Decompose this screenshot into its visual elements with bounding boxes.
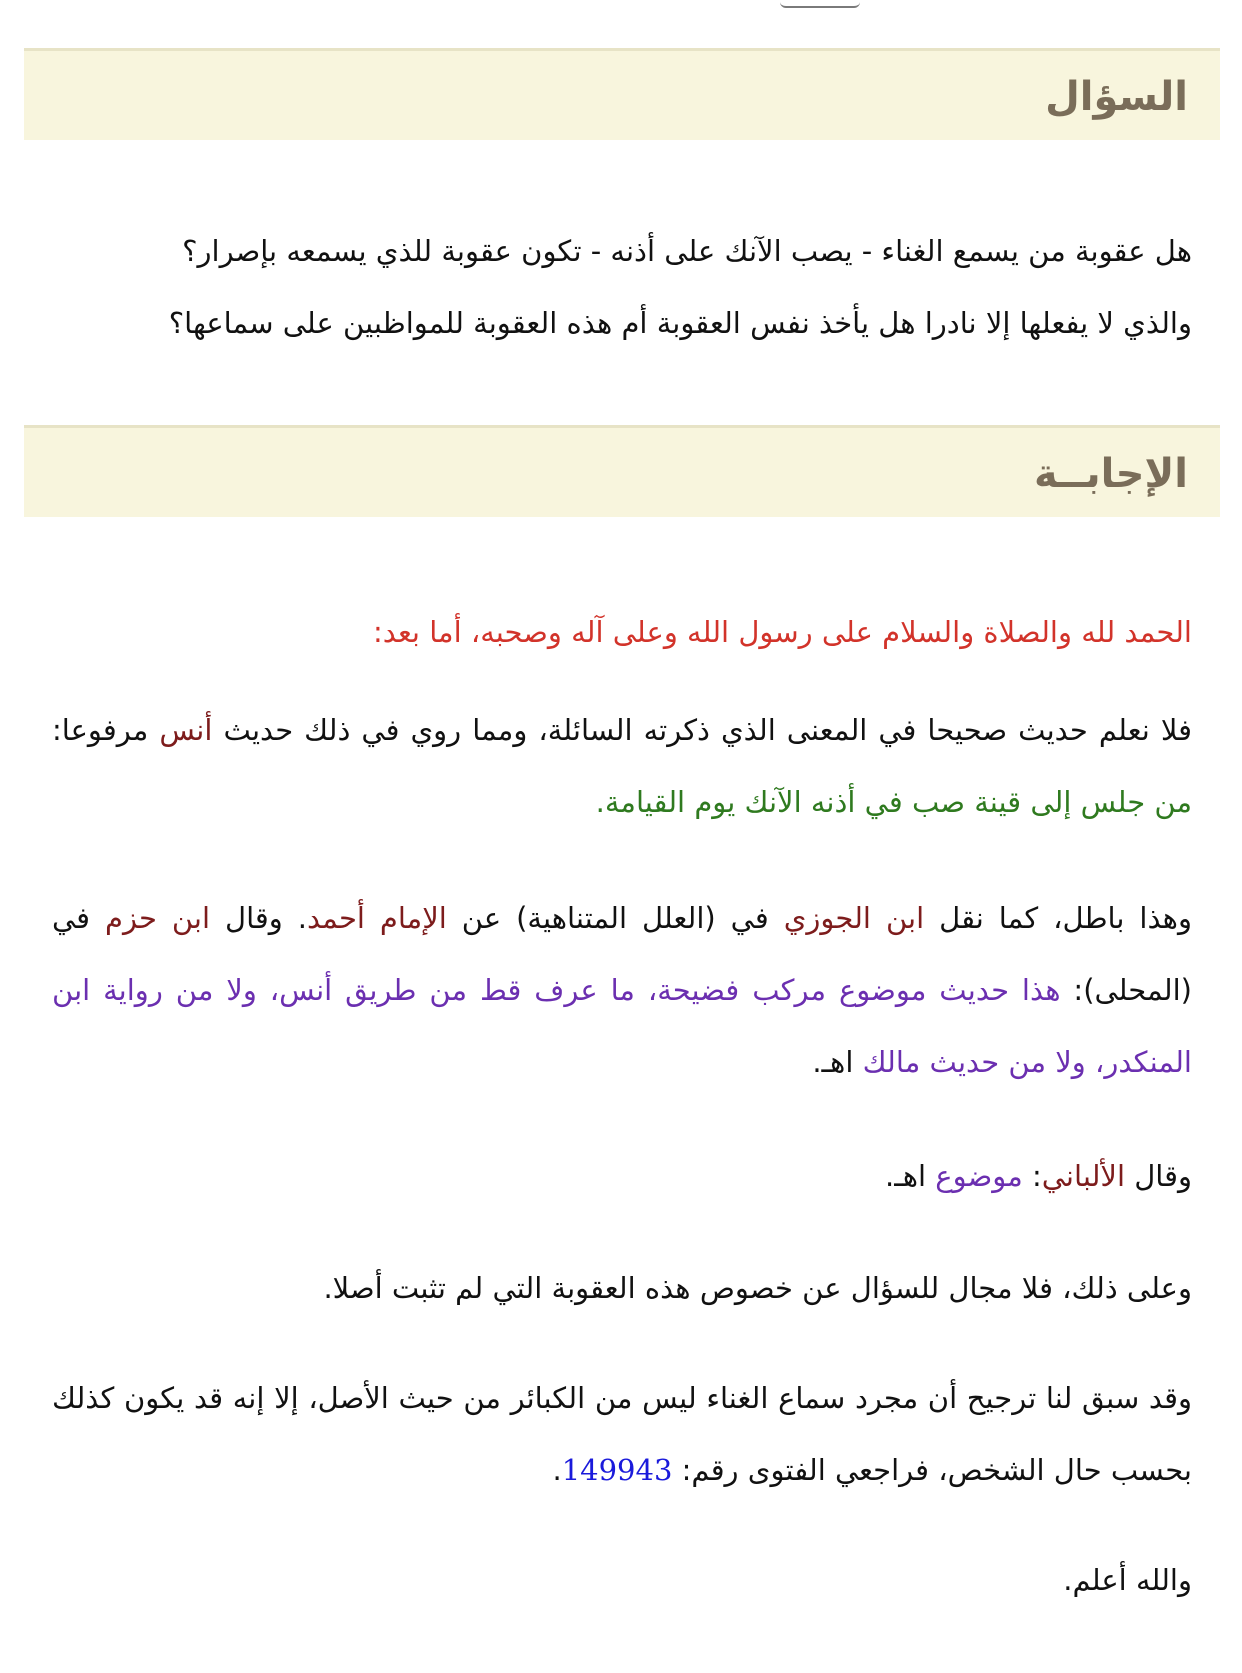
question-heading: السؤال — [1045, 74, 1188, 120]
answer-paragraph-conclusion: وعلى ذلك، فلا مجال للسؤال عن خصوص هذه العقوبة التي لم تثبت أصلا. — [323, 1271, 1192, 1305]
scholar-ibn-jawzi: ابن الجوزي — [783, 901, 925, 935]
question-line-2: والذي لا يفعلها إلا نادرا هل يأخذ نفس العقوبة أم هذه العقوبة للمواظبين على سماعها؟ — [168, 306, 1192, 340]
albani-quote: موضوع — [935, 1159, 1023, 1193]
scholar-ibn-hazm: ابن حزم — [105, 901, 211, 935]
top-cutoff-text — [780, 0, 860, 8]
answer-paragraph-hadith — [52, 694, 1192, 838]
question-line-1: هل عقوبة من يسمع الغناء - يصب الآنك على أذنه - تكون عقوبة للذي يسمعه بإصرار؟ — [182, 234, 1192, 268]
text-segment: فلا نعلم حديث صحيحا في المعنى الذي ذكرته السائلة، ومما روي في ذلك حديث — [212, 713, 1192, 747]
hadith-text: من جلس إلى قينة صب في أذنه الآنك يوم القيامة. — [595, 785, 1192, 819]
text-segment: : — [1022, 1159, 1042, 1193]
text-segment: مرفوعا: — [52, 713, 160, 747]
text-segment: اهـ. — [885, 1159, 936, 1193]
answer-paragraph-verdict — [52, 882, 1192, 1098]
scholar-imam-ahmad: الإمام أحمد — [306, 901, 447, 935]
answer-heading: الإجابــة — [1034, 451, 1188, 497]
question-header — [24, 48, 1220, 140]
text-segment: وقال — [1125, 1159, 1192, 1193]
scholar-albani: الألباني — [1041, 1159, 1125, 1193]
text-segment: في (المحلى): — [52, 901, 1192, 1007]
fatwa-link[interactable]: 149943 — [561, 1453, 673, 1487]
question-text — [52, 215, 1192, 359]
answer-opening: الحمد لله والصلاة والسلام على رسول الله وعلى آله وصحبه، أما بعد: — [372, 615, 1192, 649]
answer-closing: والله أعلم. — [1063, 1563, 1192, 1597]
text-segment: اهـ. — [812, 1045, 863, 1079]
text-segment: . — [552, 1453, 562, 1487]
ibn-hazm-quote: هذا حديث موضوع مركب فضيحة، ما عرف قط من طريق أنس، ولا من رواية ابن المنكدر، ولا من حديث مالك — [52, 973, 1192, 1079]
text-segment: وهذا باطل، كما نقل — [924, 901, 1192, 935]
answer-header — [24, 425, 1220, 517]
text-segment: وقد سبق لنا ترجيح أن مجرد سماع الغناء ليس من الكبائر من حيث الأصل، إلا إنه قد يكون كذلك بحسب حال الشخص، فراجعي الفتوى رقم: — [52, 1381, 1192, 1487]
text-segment: . وقال — [210, 901, 307, 935]
answer-paragraph-reference — [52, 1362, 1192, 1506]
narrator-anas: أنس — [159, 713, 213, 747]
text-segment: في (العلل المتناهية) عن — [446, 901, 784, 935]
answer-paragraph-albani — [52, 1140, 1192, 1212]
